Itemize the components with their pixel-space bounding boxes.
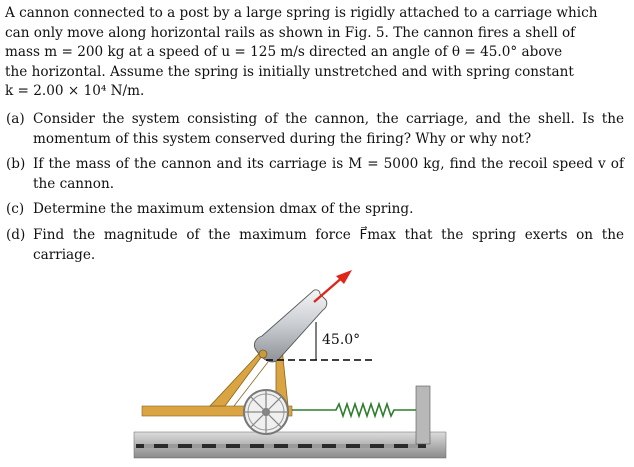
part-label: (a) xyxy=(6,111,25,127)
rail xyxy=(136,444,426,448)
part-text: Consider the system consisting of the cannon, the carriage, and the shell. Is the momentum of this system conserved during the firing? Why or why not? xyxy=(33,111,624,147)
spring-post xyxy=(416,386,430,444)
intro-line-4: the horizontal. Assume the spring is initially unstretched and with spring constant xyxy=(5,63,574,80)
intro-line-1: A cannon connected to a post by a large spring is rigidly attached to a carriage which xyxy=(5,5,598,21)
part-b xyxy=(6,155,626,194)
part-text: If the mass of the cannon and its carriage is M = 5000 kg, find the recoil speed v of the cannon. xyxy=(33,156,624,192)
spring xyxy=(292,404,416,416)
intro-line-2: can only move along horizontal rails as shown in Fig. 5. The cannon fires a shell of xyxy=(5,24,576,41)
intro-line-5: k = 2.00 × 10⁴ N/m. xyxy=(5,83,145,100)
part-label: (c) xyxy=(6,201,25,218)
part-text: Find the magnitude of the maximum force F⃗max that the spring exerts on the carriage. xyxy=(33,226,624,263)
velocity-arrow xyxy=(314,270,352,302)
part-c xyxy=(6,200,626,220)
part-a xyxy=(6,110,626,149)
intro-line-3: mass m = 200 kg at a speed of u = 125 m/s directed an angle of θ = 45.0° above xyxy=(5,44,563,61)
part-label: (d) xyxy=(6,226,26,243)
cannon-figure xyxy=(130,268,450,467)
question-parts xyxy=(6,110,626,271)
angle-label: 45.0° xyxy=(322,332,361,348)
part-d xyxy=(6,226,626,265)
part-text: Determine the maximum extension dmax of the spring. xyxy=(33,201,414,218)
problem-statement xyxy=(5,4,625,102)
part-label: (b) xyxy=(6,156,26,173)
wheel xyxy=(244,390,288,434)
